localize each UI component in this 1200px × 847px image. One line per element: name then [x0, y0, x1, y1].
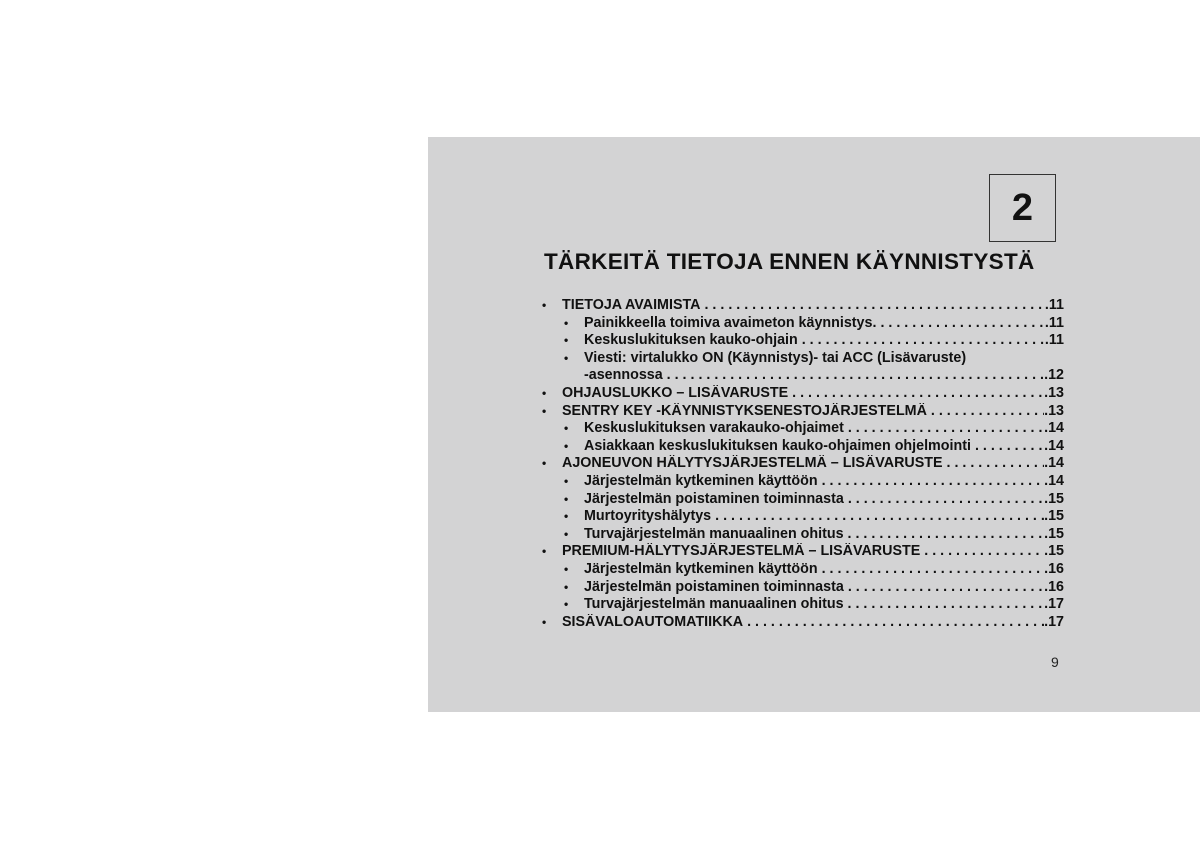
- toc-page: .17: [1044, 596, 1064, 613]
- bullet-icon: •: [564, 473, 569, 488]
- toc-page: .15: [1044, 543, 1064, 560]
- toc-entry[interactable]: [534, 508, 1064, 526]
- toc-entry[interactable]: [534, 455, 1064, 473]
- toc-label: -asennossa: [584, 367, 663, 384]
- toc-page: .11: [1044, 332, 1064, 349]
- leader-dots: [822, 473, 1045, 491]
- leader-dots: [975, 438, 1044, 456]
- bullet-icon: •: [542, 614, 547, 629]
- toc-label: Järjestelmän poistaminen toiminnasta: [584, 490, 844, 507]
- leader-dots: [848, 579, 1044, 597]
- bullet-icon: •: [542, 298, 547, 312]
- toc-entry[interactable]: [534, 315, 1064, 333]
- toc-label: Keskuslukituksen varakauko-ohjaimet: [584, 420, 844, 437]
- toc-label: Painikkeella toimiva avaimeton käynnistys.: [584, 314, 877, 331]
- leader-dots: [931, 403, 1044, 421]
- page-number: 9: [1051, 654, 1059, 670]
- chapter-page: [428, 137, 1200, 712]
- toc-label: PREMIUM-HÄLYTYSJÄRJESTELMÄ – LISÄVARUSTE: [562, 543, 921, 560]
- toc-label: Turvajärjestelmän manuaalinen ohitus: [584, 596, 844, 613]
- toc-entry[interactable]: [534, 420, 1064, 438]
- toc-entry[interactable]: [534, 561, 1064, 579]
- toc-entry[interactable]: [534, 350, 1064, 368]
- toc-entry[interactable]: [534, 297, 1064, 315]
- bullet-icon: •: [564, 315, 569, 330]
- toc-page: .15: [1044, 508, 1064, 525]
- leader-dots: [822, 561, 1045, 579]
- toc-entry[interactable]: [534, 579, 1064, 597]
- toc-entry[interactable]: [534, 526, 1064, 544]
- toc-label: Järjestelmän kytkeminen käyttöön: [584, 560, 818, 577]
- leader-dots: [947, 455, 1045, 473]
- toc-page: .14: [1044, 472, 1064, 489]
- table-of-contents: [534, 297, 1064, 631]
- leader-dots: [848, 420, 1044, 438]
- bullet-icon: •: [564, 561, 569, 576]
- toc-page: .12: [1044, 367, 1064, 384]
- toc-label: SENTRY KEY -KÄYNNISTYKSENESTOJÄRJESTELMÄ: [562, 402, 927, 419]
- toc-label: Järjestelmän poistaminen toiminnasta: [584, 578, 844, 595]
- bullet-icon: •: [564, 579, 569, 594]
- bullet-icon: •: [542, 456, 547, 471]
- leader-dots: [747, 614, 1044, 632]
- toc-label: TIETOJA AVAIMISTA: [562, 297, 701, 313]
- bullet-icon: •: [564, 597, 569, 612]
- toc-page: .14: [1044, 455, 1064, 472]
- chapter-number-box: [989, 174, 1056, 242]
- bullet-icon: •: [564, 491, 569, 506]
- toc-label: OHJAUSLUKKO – LISÄVARUSTE: [562, 384, 789, 401]
- toc-entry[interactable]: [534, 543, 1064, 561]
- toc-entry-continuation[interactable]: [534, 367, 1064, 385]
- toc-label: Viesti: virtalukko ON (Käynnistys)- tai ACC (Lisävaruste): [584, 349, 967, 366]
- leader-dots: [880, 315, 1044, 333]
- leader-dots: [848, 526, 1045, 544]
- bullet-icon: •: [564, 333, 569, 348]
- toc-page: .11: [1044, 314, 1064, 331]
- leader-dots: [924, 543, 1044, 561]
- toc-entry[interactable]: [534, 473, 1064, 491]
- bullet-icon: •: [542, 385, 547, 400]
- bullet-icon: •: [564, 421, 569, 436]
- leader-dots: [704, 297, 1044, 315]
- bullet-icon: •: [564, 509, 569, 524]
- bullet-icon: •: [564, 350, 569, 365]
- toc-label: AJONEUVON HÄLYTYSJÄRJESTELMÄ – LISÄVARUSTE: [562, 455, 943, 472]
- chapter-number: 2: [1011, 186, 1034, 229]
- toc-page: .13: [1044, 384, 1064, 401]
- toc-label: Asiakkaan keskuslukituksen kauko-ohjaimen ohjelmointi: [584, 437, 971, 454]
- toc-page: .14: [1044, 437, 1064, 454]
- toc-page: .17: [1044, 613, 1064, 630]
- toc-page: .15: [1044, 490, 1064, 507]
- bullet-icon: •: [542, 403, 547, 418]
- toc-label: Murtoyrityshälytys: [584, 508, 712, 525]
- toc-label: Turvajärjestelmän manuaalinen ohitus: [584, 525, 844, 542]
- leader-dots: [715, 508, 1044, 526]
- leader-dots: [848, 596, 1045, 614]
- toc-page: .13: [1044, 402, 1064, 419]
- toc-label: Keskuslukituksen kauko-ohjain: [584, 332, 798, 349]
- leader-dots: [667, 367, 1044, 385]
- toc-label: SISÄVALOAUTOMATIIKKA: [562, 613, 744, 630]
- toc-page: .11: [1044, 297, 1064, 313]
- toc-entry[interactable]: [534, 614, 1064, 632]
- bullet-icon: •: [542, 544, 547, 559]
- leader-dots: [792, 385, 1044, 403]
- toc-entry[interactable]: [534, 332, 1064, 350]
- toc-entry[interactable]: [534, 438, 1064, 456]
- toc-entry[interactable]: [534, 385, 1064, 403]
- toc-page: .16: [1044, 560, 1064, 577]
- leader-dots: [802, 332, 1045, 350]
- toc-page: .14: [1044, 420, 1064, 437]
- toc-page: .15: [1044, 525, 1064, 542]
- leader-dots: [848, 491, 1044, 509]
- page-title: TÄRKEITÄ TIETOJA ENNEN KÄYNNISTYSTÄ: [544, 249, 1035, 274]
- bullet-icon: •: [564, 526, 569, 541]
- toc-page: .16: [1044, 578, 1064, 595]
- toc-entry[interactable]: [534, 403, 1064, 421]
- toc-entry[interactable]: [534, 596, 1064, 614]
- toc-entry[interactable]: [534, 491, 1064, 509]
- toc-label: Järjestelmän kytkeminen käyttöön: [584, 472, 818, 489]
- bullet-icon: •: [564, 438, 569, 453]
